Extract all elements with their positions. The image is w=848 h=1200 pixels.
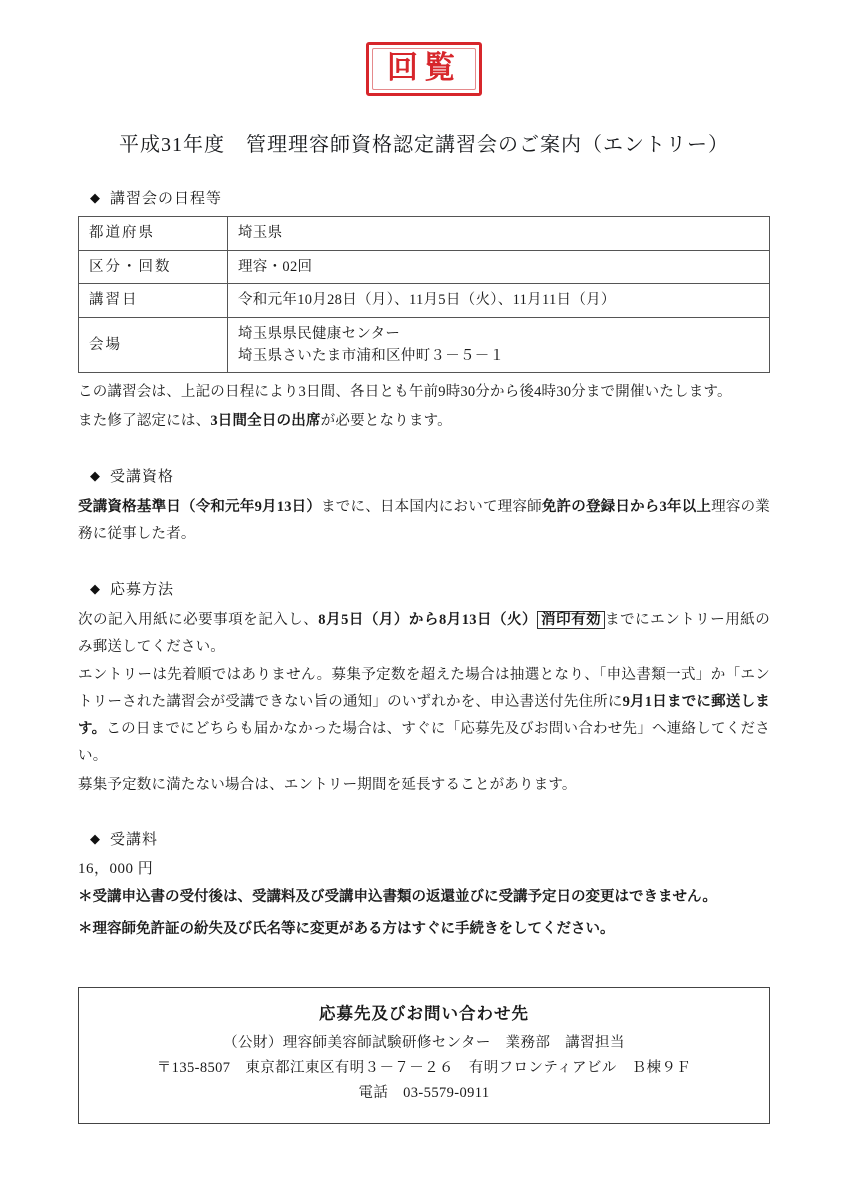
row-key: 区分・回数 bbox=[79, 250, 228, 283]
row-value bbox=[228, 284, 770, 317]
section-heading-schedule bbox=[78, 187, 770, 208]
contact-phone: 電話 03-5579-0911 bbox=[358, 1085, 490, 1102]
eligibility-emphasis-2: 免許の登録日から3年以上 bbox=[541, 499, 712, 516]
section-heading-application bbox=[78, 578, 770, 599]
table-row bbox=[79, 217, 770, 250]
row-value bbox=[228, 317, 770, 373]
page-title: 平成31年度 管理理容師資格認定講習会のご案内（エントリー） bbox=[119, 134, 729, 157]
app-text-1: 次の記入用紙に必要事項を記入し、 bbox=[78, 611, 319, 628]
value-line: 埼玉県県民健康センター bbox=[238, 325, 401, 342]
section-label: 講習会の日程等 bbox=[110, 191, 223, 208]
contact-box bbox=[78, 987, 770, 1124]
value-line: 埼玉県さいたま市浦和区仲町３－５－１ bbox=[238, 347, 505, 364]
table-row bbox=[79, 250, 770, 283]
section-heading-eligibility bbox=[78, 465, 770, 486]
app-text-4: この日までにどちらも届かなかった場合は、すぐに「応募先及びお問い合わせ先」へ連絡してください。 bbox=[78, 720, 770, 764]
section-label: 受講料 bbox=[110, 832, 159, 849]
eligibility-emphasis-1: 受講資格基準日（令和元年9月13日） bbox=[78, 499, 322, 516]
row-key: 都道府県 bbox=[79, 217, 228, 250]
contact-organization: （公財）理容師美容師試験研修センター 業務部 講習担当 bbox=[223, 1034, 625, 1051]
value-line: 令和元年10月28日（月）、11月5日（火）、11月11日（月） bbox=[238, 292, 616, 309]
schedule-note-1: この講習会は、上記の日程により3日間、各日とも午前9時30分から後4時30分まで開催いたします。 bbox=[78, 384, 732, 401]
row-key: 会場 bbox=[79, 317, 228, 373]
schedule-note-2 bbox=[78, 408, 770, 435]
table-row bbox=[79, 317, 770, 373]
fee-note-2: ＊理容師免許証の紛失及び氏名等に変更がある方はすぐに手続きをしてください。 bbox=[78, 921, 615, 938]
application-paragraph-1 bbox=[78, 607, 770, 661]
row-value bbox=[228, 217, 770, 250]
app-boxed-postmark: 消印有効 bbox=[537, 611, 605, 629]
app-text-3: エントリーは先着順ではありません。募集予定数を超えた場合は抽選となり、「申込書類一式」か「エントリーされた講習会が受講できない旨の通知」のいずれかを、申込書送付先住所に bbox=[78, 667, 770, 711]
fee-note-1: ＊受講申込書の受付後は、受講料及び受講申込書類の返還並びに受講予定日の変更はできません。 bbox=[78, 889, 717, 906]
diamond-bullet-icon: ◆ bbox=[90, 580, 100, 596]
section-label: 受講資格 bbox=[110, 469, 175, 486]
note-emphasis: 3日間全日の出席 bbox=[210, 413, 321, 430]
value-line: 埼玉県 bbox=[238, 225, 283, 242]
note-prefix: また修了認定には、 bbox=[78, 413, 211, 430]
application-paragraph-2 bbox=[78, 662, 770, 769]
note-suffix: が必要となります。 bbox=[320, 413, 452, 430]
diamond-bullet-icon: ◆ bbox=[90, 468, 100, 484]
contact-title: 応募先及びお問い合わせ先 bbox=[319, 1003, 529, 1023]
section-heading-fee bbox=[78, 828, 770, 849]
contact-address: 〒135-8507 東京都江東区有明３－７－２６ 有明フロンティアビル Ｂ棟９Ｆ bbox=[156, 1059, 692, 1076]
app-emphasis-dates: 8月5日（月）から8月13日（火） bbox=[318, 611, 538, 628]
row-key: 講習日 bbox=[79, 284, 228, 317]
app-text-2: までにエントリー用紙のみ郵送してください。 bbox=[78, 611, 771, 655]
fee-amount: 16，000 円 bbox=[78, 861, 154, 878]
section-label: 応募方法 bbox=[110, 581, 175, 598]
circulation-stamp: 回覧 bbox=[366, 42, 482, 96]
diamond-bullet-icon: ◆ bbox=[90, 190, 100, 206]
eligibility-text-2: 理容の業務に従事した者。 bbox=[78, 499, 770, 542]
application-paragraph-3: 募集予定数に満たない場合は、エントリー期間を延長することがあります。 bbox=[78, 776, 577, 793]
row-value bbox=[228, 250, 770, 283]
table-row bbox=[79, 284, 770, 317]
stamp-container bbox=[78, 0, 770, 96]
app-emphasis-mail: 9月1日までに郵送します。 bbox=[78, 694, 770, 737]
eligibility-body bbox=[78, 494, 770, 548]
value-line: 理容・02回 bbox=[238, 258, 313, 275]
eligibility-text-1: までに、日本国内において理容師 bbox=[321, 499, 542, 516]
schedule-table bbox=[78, 216, 770, 373]
diamond-bullet-icon: ◆ bbox=[90, 831, 100, 847]
